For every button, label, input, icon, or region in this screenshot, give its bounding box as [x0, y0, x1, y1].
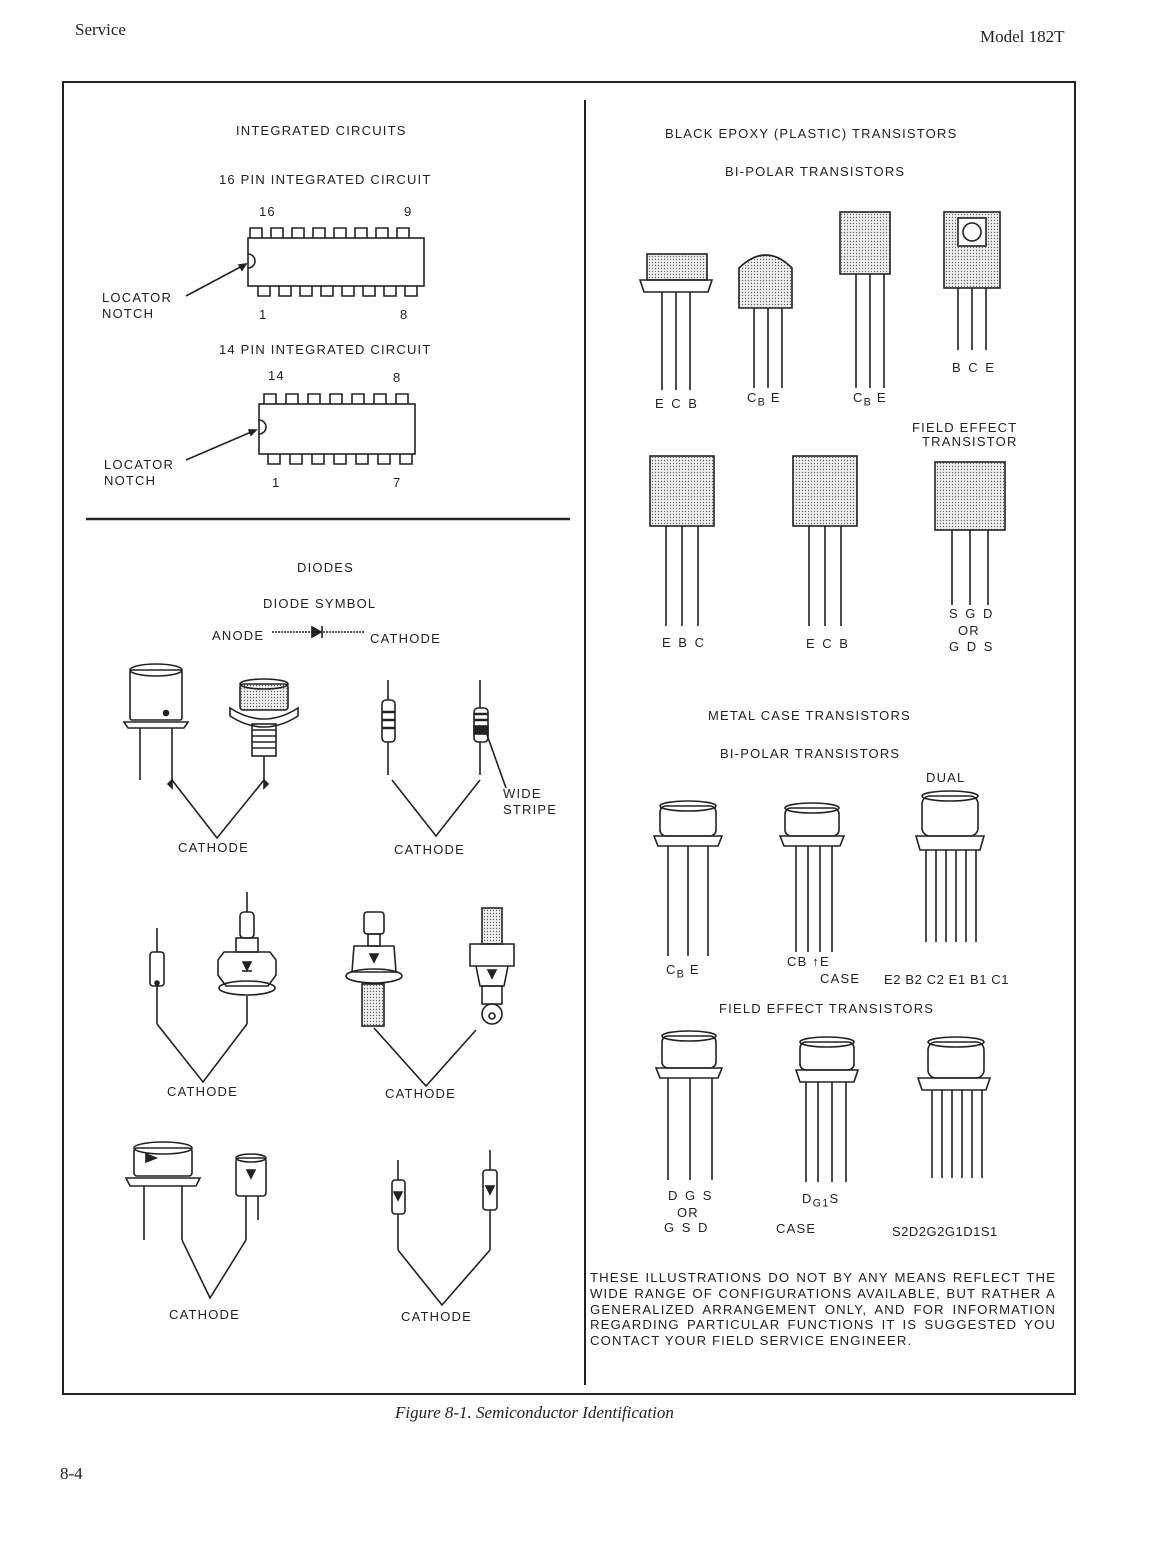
wide-stripe-label-1: WIDE: [503, 786, 542, 801]
diode-row2-drawing: [150, 892, 514, 1086]
epoxy-fet-label-2: TRANSISTOR: [922, 434, 1018, 449]
epoxy-fet-or: OR: [958, 623, 980, 638]
wide-stripe-label-2: STRIPE: [503, 802, 558, 817]
ic16-pin-8: 8: [400, 307, 409, 322]
epoxy-pins-6: E C B: [806, 636, 850, 651]
diode-anode-label: ANODE: [212, 628, 265, 643]
ic14-pin-8: 8: [393, 370, 402, 385]
metal-case-label: CASE: [820, 971, 861, 986]
epoxy-fet-label-1: FIELD EFFECT: [912, 420, 1018, 435]
cathode-label-6: CATHODE: [401, 1309, 472, 1324]
page-number: 8-4: [60, 1464, 83, 1483]
disclaimer-note: THESE ILLUSTRATIONS DO NOT BY ANY MEANS REFLECT THE WIDE RANGE OF CONFIGURATIONS AVAILABLE, BUT RATHER A GENERALIZED ARRANGEMENT ONLY, AND FOR INFORMATION REGARDING PARTICULAR FUNCTIONS IT IS SUGGESTED YOU CONTACT YOUR FIELD SERVICE ENGINEER.: [590, 1270, 1056, 1349]
ic16-label: 16 PIN INTEGRATED CIRCUIT: [219, 172, 432, 187]
ic14-label: 14 PIN INTEGRATED CIRCUIT: [219, 342, 432, 357]
diode-symbol-label: DIODE SYMBOL: [263, 596, 377, 611]
metal-fet-title: FIELD EFFECT TRANSISTORS: [719, 1001, 935, 1016]
metal-section-title: METAL CASE TRANSISTORS: [708, 708, 911, 723]
ic16-drawing: [186, 228, 424, 296]
metal-fet-dual-pins: S2D2G2G1D1S1: [892, 1224, 998, 1239]
cathode-label-1: CATHODE: [178, 840, 249, 855]
ic16-pin-1: 1: [259, 307, 268, 322]
metal-fet-case-label: CASE: [776, 1221, 817, 1236]
epoxy-pins-2: $C_B$ E: [747, 390, 781, 409]
epoxy-row2-drawing: [650, 456, 1005, 626]
metal-dual-label: DUAL: [926, 770, 966, 785]
epoxy-section-title: BLACK EPOXY (PLASTIC) TRANSISTORS: [665, 126, 958, 141]
header-model-label: Model 182T: [980, 27, 1065, 46]
ic14-notch-label-2: NOTCH: [104, 473, 157, 488]
ic14-drawing: [186, 394, 415, 464]
metal-pins-1: $C_B$ E: [666, 962, 700, 981]
epoxy-pins-4: B C E: [952, 360, 996, 375]
epoxy-bipolar-drawing: [640, 212, 1000, 390]
ic16-pin-9: 9: [404, 204, 413, 219]
diode-row1-drawing: [124, 664, 506, 838]
ic14-pin-14: 14: [268, 368, 285, 383]
cathode-label-4: CATHODE: [385, 1086, 456, 1101]
epoxy-fet-pins-1: S G D: [949, 606, 995, 621]
figure-caption: Figure 8-1. Semiconductor Identification: [395, 1403, 674, 1422]
ic-section-title: INTEGRATED CIRCUITS: [236, 123, 407, 138]
diode-symbol-drawing: [272, 626, 364, 638]
ic14-notch-label-1: LOCATOR: [104, 457, 175, 472]
ic14-pin-7: 7: [393, 475, 402, 490]
ic16-pin-16: 16: [259, 204, 276, 219]
metal-fet-drawing: [656, 1031, 990, 1182]
ic16-notch-label-1: LOCATOR: [102, 290, 173, 305]
metal-dual-pins: E2 B2 C2 E1 B1 C1: [884, 972, 1010, 987]
metal-fet-dgs: D G S: [668, 1188, 714, 1203]
epoxy-pins-3: $C_B$ E: [853, 390, 887, 409]
diodes-title: DIODES: [297, 560, 355, 575]
epoxy-fet-pins-2: G D S: [949, 639, 995, 654]
header-section-label: Service: [75, 20, 126, 39]
diode-row3-drawing: [126, 1142, 497, 1305]
diode-cathode-label: CATHODE: [370, 631, 441, 646]
metal-bipolar-label: BI-POLAR TRANSISTORS: [720, 746, 901, 761]
metal-fet-pins-2: $D_{G1}S$: [802, 1191, 840, 1210]
figure-frame: [63, 82, 1075, 1394]
ic14-pin-1: 1: [272, 475, 281, 490]
epoxy-bipolar-label: BI-POLAR TRANSISTORS: [725, 164, 906, 179]
epoxy-pins-5: E B C: [662, 635, 706, 650]
metal-fet-or: OR: [677, 1205, 699, 1220]
metal-fet-gsd: G S D: [664, 1220, 710, 1235]
cathode-label-3: CATHODE: [167, 1084, 238, 1099]
cathode-label-2: CATHODE: [394, 842, 465, 857]
ic16-notch-label-2: NOTCH: [102, 306, 155, 321]
metal-pins-2: CB ↑E: [787, 954, 830, 969]
cathode-label-5: CATHODE: [169, 1307, 240, 1322]
metal-bipolar-drawing: [654, 791, 984, 956]
epoxy-pins-1: E C B: [655, 396, 699, 411]
